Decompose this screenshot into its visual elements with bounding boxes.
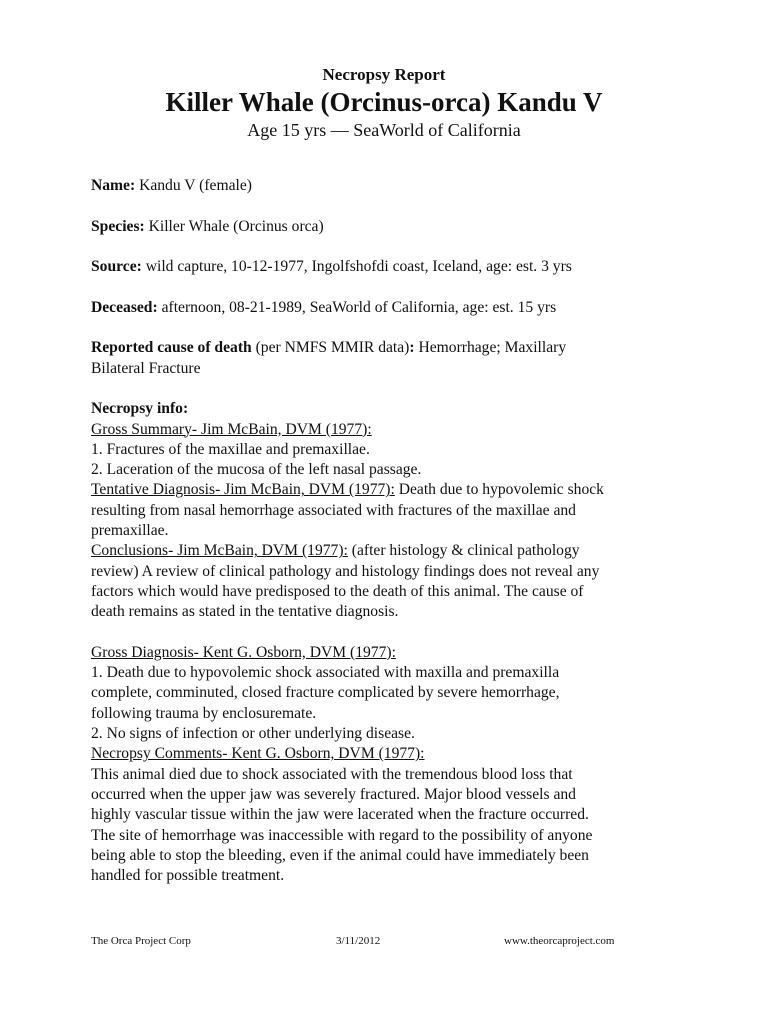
source-field bbox=[91, 257, 681, 277]
tentative-diagnosis-heading: Tentative Diagnosis- Jim McBain, DVM (1977): bbox=[91, 481, 395, 499]
necropsy-comments-text: This animal died due to shock associated with the tremendous blood loss that bbox=[91, 765, 573, 783]
deceased-field bbox=[91, 298, 681, 318]
report-label: Necropsy Report bbox=[322, 65, 446, 84]
footer-organization: The Orca Project Corp bbox=[91, 935, 191, 947]
cause-label: Reported cause of death bbox=[91, 339, 252, 357]
section-spacer bbox=[91, 623, 681, 643]
necropsy-comments-text: being able to stop the bleeding, even if the animal could have immediately been bbox=[91, 846, 589, 864]
species-field bbox=[91, 217, 681, 237]
name-field bbox=[91, 176, 681, 196]
name-label: Name: bbox=[91, 177, 136, 194]
necropsy-comments-text: highly vascular tissue within the jaw were lacerated when the fracture occurred. bbox=[91, 806, 589, 824]
deceased-value: afternoon, 08-21-1989, SeaWorld of California, age: est. 15 yrs bbox=[161, 298, 557, 316]
gross-summary-item: 2. Laceration of the mucosa of the left nasal passage. bbox=[91, 461, 422, 479]
gross-summary-item: 1. Fractures of the maxillae and premaxillae. bbox=[91, 440, 370, 458]
osborn-section bbox=[91, 643, 681, 887]
tentative-diagnosis-text: resulting from nasal hemorrhage associated with fractures of the maxillae and bbox=[91, 501, 576, 519]
gross-diagnosis-heading: Gross Diagnosis- Kent G. Osborn, DVM (1977): bbox=[91, 643, 396, 661]
cause-value-line-1: Hemorrhage; Maxillary bbox=[418, 339, 567, 357]
conclusions-text: review) A review of clinical pathology and histology findings does not reveal any bbox=[91, 562, 600, 580]
source-value: wild capture, 10-12-1977, Ingolfshofdi coast, Iceland, age: est. 3 yrs bbox=[145, 258, 572, 276]
necropsy-info-section bbox=[91, 399, 681, 622]
source-label: Source: bbox=[91, 258, 142, 276]
deceased-label: Deceased: bbox=[91, 298, 158, 316]
report-title: Killer Whale (Orcinus-orca) Kandu V bbox=[165, 87, 603, 117]
report-body bbox=[91, 176, 681, 886]
gross-diagnosis-text: 1. Death due to hypovolemic shock associated with maxilla and premaxilla bbox=[91, 664, 560, 682]
gross-diagnosis-text: complete, comminuted, closed fracture complicated by severe hemorrhage, bbox=[91, 684, 560, 702]
conclusions-heading: Conclusions- Jim McBain, DVM (1977): bbox=[91, 542, 348, 560]
species-value: Killer Whale (Orcinus orca) bbox=[148, 217, 324, 235]
tentative-diagnosis-text: Death due to hypovolemic shock bbox=[394, 481, 604, 499]
name-value: Kandu V (female) bbox=[139, 177, 252, 194]
footer-website: www.theorcaproject.com bbox=[504, 935, 615, 947]
gross-diagnosis-text: 2. No signs of infection or other underlying disease. bbox=[91, 725, 415, 743]
footer-date: 3/11/2012 bbox=[336, 935, 381, 947]
gross-summary-heading: Gross Summary- Jim McBain, DVM (1977): bbox=[91, 420, 372, 438]
tentative-diagnosis-text: premaxillae. bbox=[91, 522, 169, 540]
cause-colon: : bbox=[409, 339, 415, 357]
cause-of-death-field bbox=[91, 338, 681, 379]
species-label: Species: bbox=[91, 217, 145, 235]
conclusions-text: death remains as stated in the tentative diagnosis. bbox=[91, 603, 399, 621]
necropsy-info-heading: Necropsy info: bbox=[91, 400, 189, 418]
necropsy-comments-text: occurred when the upper jaw was severely fractured. Major blood vessels and bbox=[91, 785, 576, 803]
cause-source-note: (per NMFS MMIR data) bbox=[255, 339, 410, 357]
gross-diagnosis-text: following trauma by enclosuremate. bbox=[91, 704, 317, 722]
necropsy-comments-heading: Necropsy Comments- Kent G. Osborn, DVM (1977): bbox=[91, 745, 425, 763]
necropsy-comments-text: The site of hemorrhage was inaccessible with regard to the possibility of anyone bbox=[91, 826, 593, 844]
conclusions-text: factors which would have predisposed to the death of this animal. The cause of bbox=[91, 582, 584, 600]
report-subtitle: Age 15 yrs — SeaWorld of California bbox=[247, 120, 521, 140]
necropsy-comments-text: handled for possible treatment. bbox=[91, 867, 285, 885]
conclusions-text: (after histology & clinical pathology bbox=[347, 542, 580, 560]
cause-value-line-2: Bilateral Fracture bbox=[91, 359, 201, 377]
report-header bbox=[0, 64, 768, 142]
